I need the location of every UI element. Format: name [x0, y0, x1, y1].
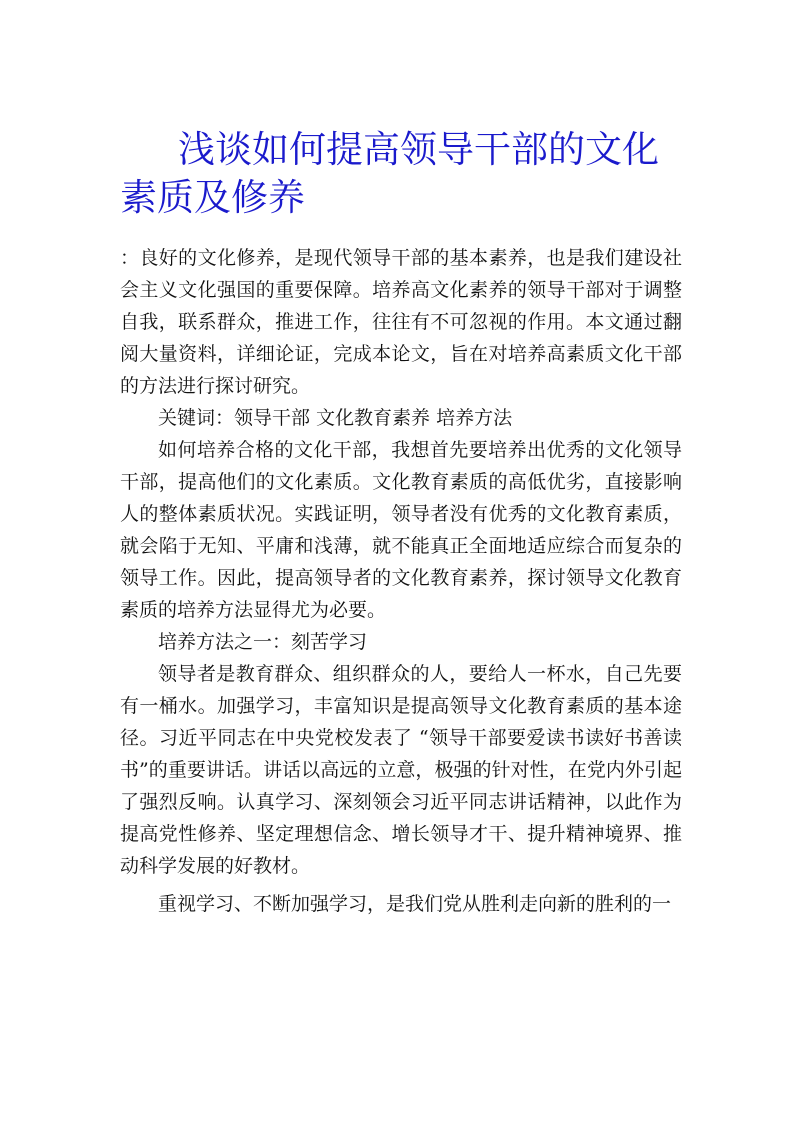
abstract-paragraph: ：良好的文化修养，是现代领导干部的基本素养，也是我们建设社会主义文化强国的重要保障。培养高文化素养的领导干部对于调整自我，联系群众，推进工作，往往有不可忽视的作用。本文通过翻阅大量资料，详细论证，完成本论文，旨在对培养高素质文化干部的方法进行探讨研究。 — [120, 247, 682, 397]
body-paragraph-2: 领导者是教育群众、组织群众的人，要给人一杯水，自己先要有一桶水。加强学习，丰富知识是提高领导文化教育素质的基本途径。习近平同志在中央党校发表了 “领导干部要爱读书读好书善读书”的重要讲话。讲话以高远的立意，极强的针对性，在党内外引起了强烈反响。认真学习、深刻领会习近平同志讲话精神，以此作为提高党性修养、坚定理想信念、增长领导才干、提升精神境界、推动科学发展的好教材。 — [120, 663, 682, 877]
body-paragraph-3: 重视学习、不断加强学习，是我们党从胜利走向新的胜利的一 — [158, 893, 672, 915]
document-body — [120, 242, 682, 920]
keywords-line: 关键词：领导干部 文化教育素养 培养方法 — [158, 407, 513, 429]
section-heading: 培养方法之一：刻苦学习 — [158, 631, 368, 653]
body-paragraph-1: 如何培养合格的文化干部，我想首先要培养出优秀的文化领导干部，提高他们的文化素质。文化教育素质的高低优劣，直接影响人的整体素质状况。实践证明，领导者没有优秀的文化教育素质，就会陷于无知、平庸和浅薄，就不能真正全面地适应综合而复杂的领导工作。因此，提高领导者的文化教育素养，探讨领导文化教育素质的培养方法显得尤为必要。 — [120, 439, 682, 621]
document-title: 浅谈如何提高领导干部的文化素质及修养 — [120, 128, 659, 219]
